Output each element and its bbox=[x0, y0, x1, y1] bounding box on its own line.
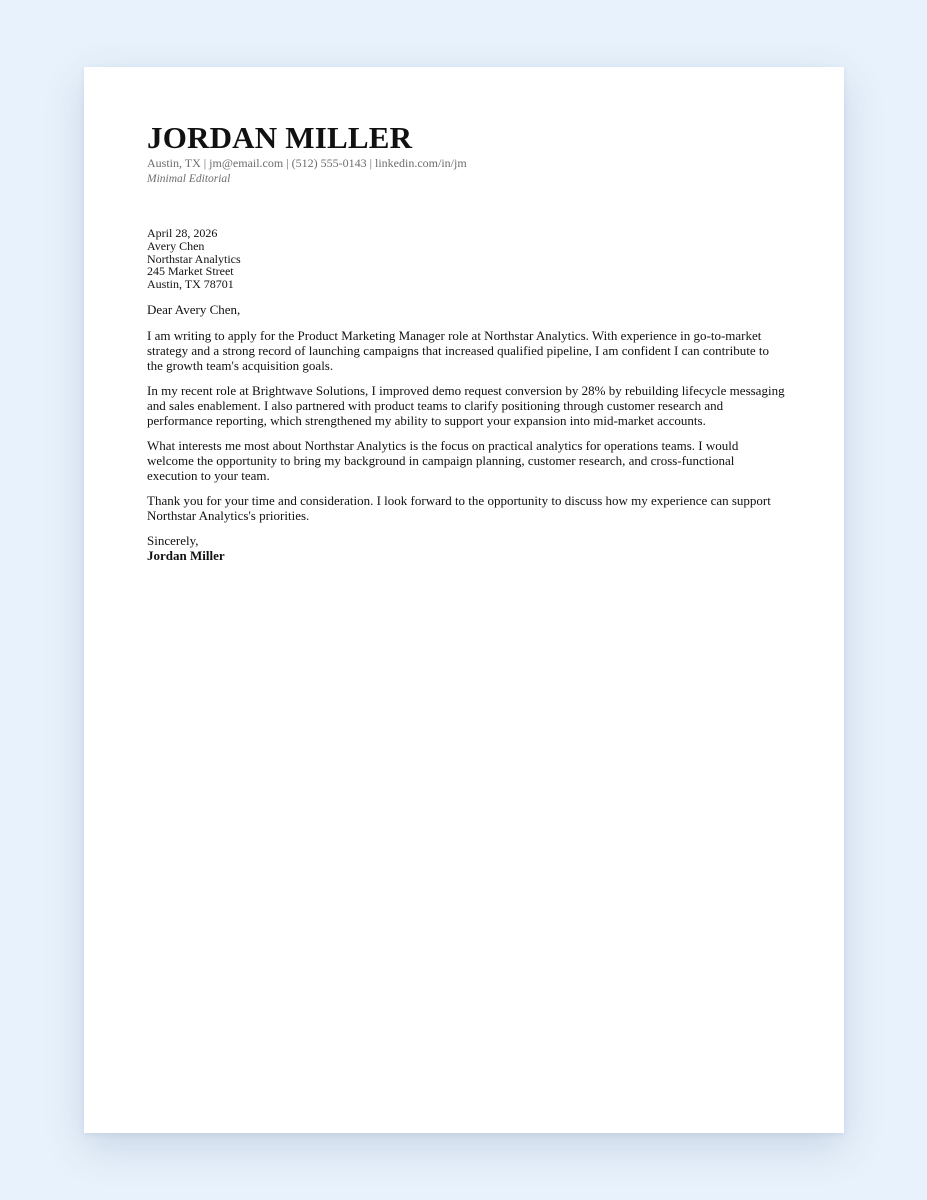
letter-page bbox=[84, 67, 844, 1133]
body-paragraph-2: In my recent role at Brightwave Solutions, I improved demo request conversion by 28% by rebuilding lifecycle messaging and sales enablement. I also partnered with product teams to clarify positioning through customer research and performance reporting, which strengthened my ability to support your expansion into mid-market accounts. bbox=[147, 382, 785, 428]
applicant-name: JORDAN MILLER bbox=[147, 120, 413, 155]
template-label: Minimal Editorial bbox=[147, 173, 231, 185]
letter-content bbox=[147, 121, 787, 564]
contact-line: Austin, TX | jm@email.com | (512) 555-0143 | linkedin.com/in/jm bbox=[147, 156, 467, 170]
letter-date: April 28, 2026 bbox=[147, 226, 218, 240]
body-paragraph-4: Thank you for your time and consideration. I look forward to the opportunity to discuss how my experience can support Northstar Analytics's priorities. bbox=[147, 492, 771, 523]
recipient-city: Austin, TX 78701 bbox=[147, 277, 234, 292]
body-paragraph-1: I am writing to apply for the Product Marketing Manager role at Northstar Analytics. With experience in go-to-market strategy and a strong record of launching campaigns that increased qualified pipeline, I am confident I can contribute to the growth team's acquisition goals. bbox=[147, 327, 769, 373]
salutation: Dear Avery Chen, bbox=[147, 301, 241, 317]
recipient-street: 245 Market Street bbox=[147, 264, 234, 279]
signature: Jordan Miller bbox=[147, 547, 225, 563]
recipient-block bbox=[147, 227, 787, 291]
recipient-company: Northstar Analytics bbox=[147, 251, 241, 266]
body-paragraph-3: What interests me most about Northstar Analytics is the focus on practical analytics for operations teams. I would welcome the opportunity to bring my background in campaign planning, customer research, and cross-functional execution to your team. bbox=[147, 437, 739, 483]
recipient-name: Avery Chen bbox=[147, 238, 205, 253]
closing: Sincerely, bbox=[147, 532, 199, 548]
